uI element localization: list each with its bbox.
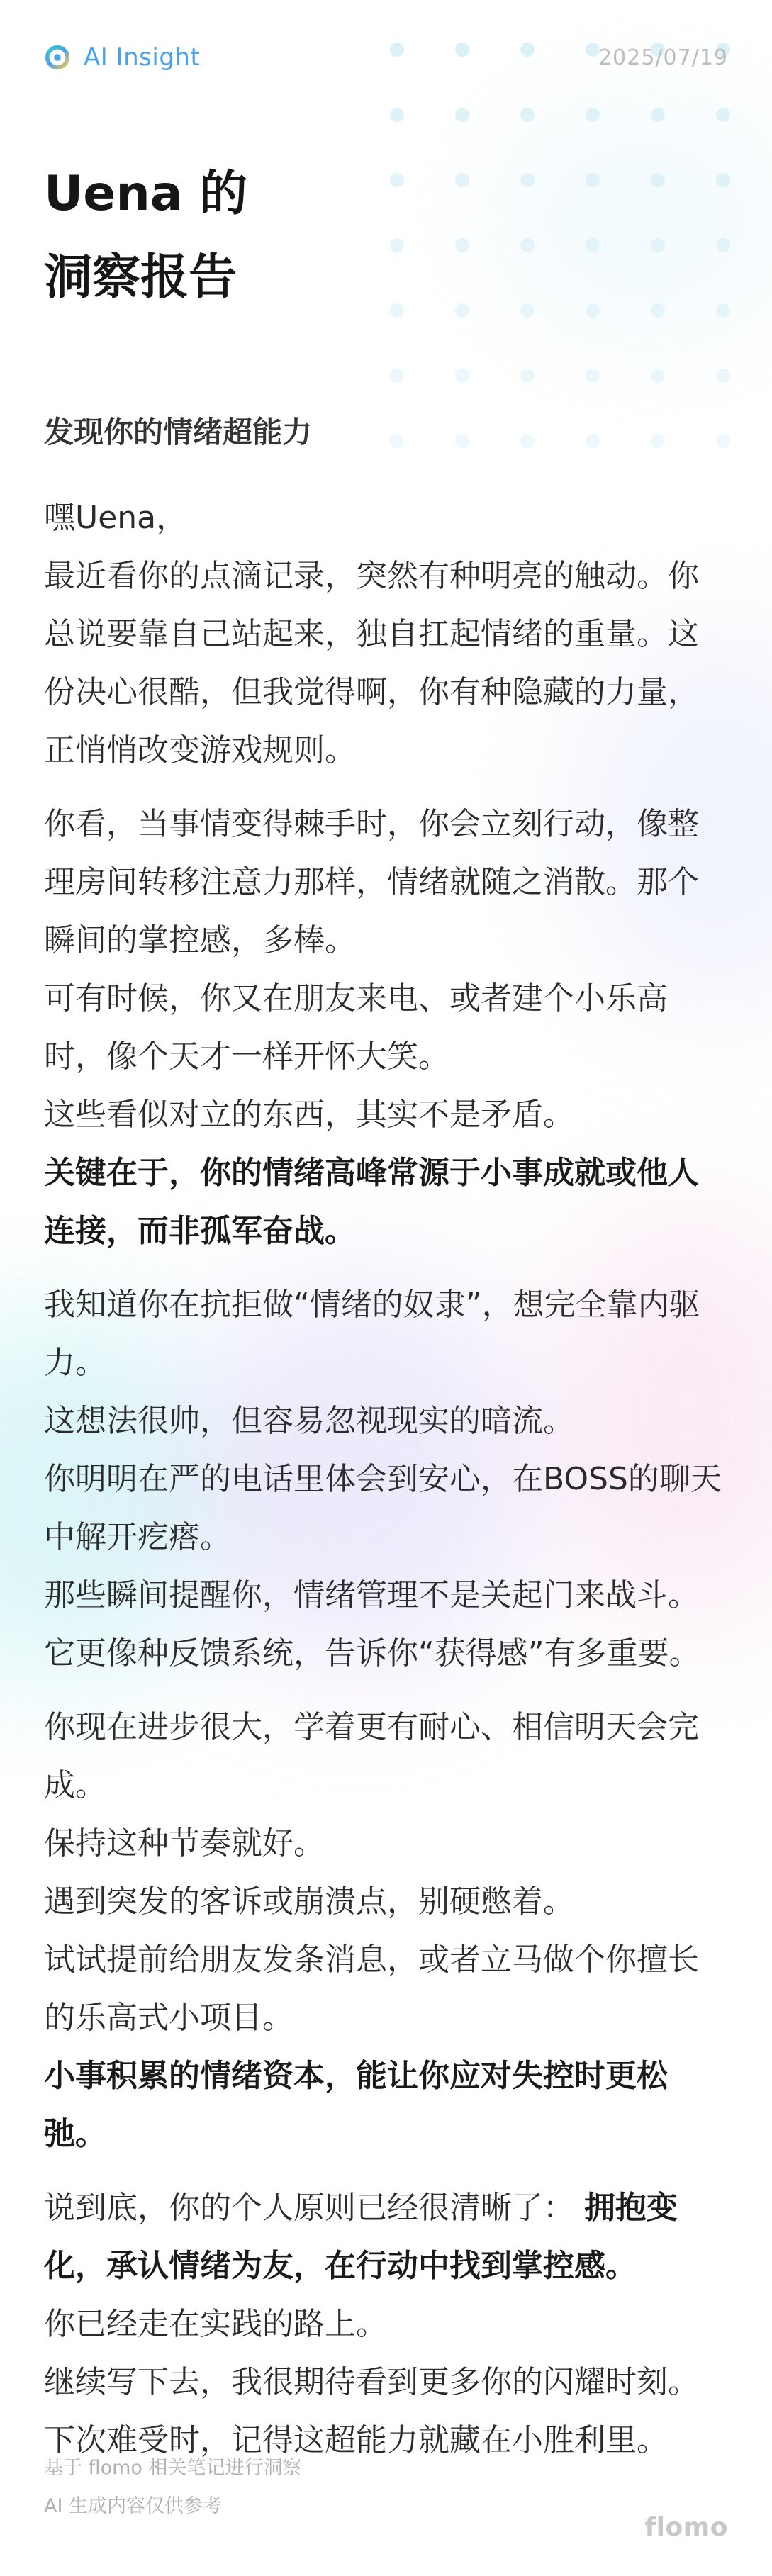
report-header bbox=[44, 40, 728, 75]
text-line: 继续写下去，我很期待看到更多你的闪耀时刻。 bbox=[44, 2364, 699, 2400]
text-line: 可有时候，你又在朋友来电、或者建个小乐高 bbox=[44, 980, 668, 1017]
text-line: 试试提前给朋友发条消息，或者立马做个你擅长 bbox=[44, 1942, 699, 1978]
paragraph bbox=[44, 2179, 728, 2470]
text-line: 的乐高式小项目。 bbox=[44, 2000, 293, 2036]
text-line: 我知道你在抗拒做“情绪的奴隶”，想完全靠内驱 bbox=[44, 1287, 700, 1323]
text-line bbox=[44, 2179, 728, 2237]
highlight-line: 化，承认情绪为友，在行动中找到掌控感。 bbox=[44, 2248, 637, 2284]
brand bbox=[44, 43, 200, 72]
text-line: 这些看似对立的东西，其实不是矛盾。 bbox=[44, 1097, 574, 1133]
text-line: 正悄悄改变游戏规则。 bbox=[44, 732, 356, 768]
text-line: 你看，当事情变得棘手时，你会立刻行动，像整 bbox=[44, 806, 699, 842]
paragraph bbox=[44, 795, 728, 1260]
text-line: 你现在进步很大，学着更有耐心、相信明天会完 bbox=[44, 1709, 699, 1745]
flomo-logo: flomo bbox=[644, 2513, 728, 2542]
highlight-line: 弛。 bbox=[44, 2116, 106, 2152]
highlight-line: 连接，而非孤军奋战。 bbox=[44, 1213, 356, 1249]
text-line: 你明明在严的电话里体会到安心，在BOSS的聊天 bbox=[44, 1461, 722, 1497]
text-segment: 说到底，你的个人原则已经很清晰了： bbox=[44, 2190, 584, 2226]
text-line: 总说要靠自己站起来，独自扛起情绪的重量。这 bbox=[44, 616, 699, 652]
text-line: 嘿Uena， bbox=[44, 500, 188, 536]
paragraph bbox=[44, 1698, 728, 2163]
highlight-line: 小事积累的情绪资本，能让你应对失控时更松 bbox=[44, 2058, 668, 2094]
text-line: 时，像个天才一样开怀大笑。 bbox=[44, 1038, 449, 1075]
text-line: 遇到突发的客诉或崩溃点，别硬憋着。 bbox=[44, 1883, 574, 1920]
brand-name: AI Insight bbox=[84, 43, 201, 72]
report-date: 2025/07/19 bbox=[598, 45, 728, 70]
text-line: 力。 bbox=[44, 1345, 106, 1381]
text-line: 成。 bbox=[44, 1767, 106, 1803]
text-line: 份决心很酷，但我觉得啊，你有种隐藏的力量， bbox=[44, 674, 699, 710]
highlight-segment: 拥抱变 bbox=[584, 2190, 678, 2226]
text-line: 理房间转移注意力那样，情绪就随之消散。那个 bbox=[44, 864, 699, 900]
report-body bbox=[44, 404, 728, 2485]
footer-note-disclaimer: AI 生成内容仅供参考 bbox=[44, 2495, 223, 2517]
text-line: 那些瞬间提醒你，情绪管理不是关起门来战斗。 bbox=[44, 1577, 699, 1613]
ai-insight-ring-icon bbox=[44, 44, 71, 71]
paragraph bbox=[44, 489, 728, 780]
report-subtitle: 发现你的情绪超能力 bbox=[44, 415, 313, 449]
report-footer bbox=[44, 2449, 728, 2541]
report-title-line-1: Uena 的 bbox=[44, 166, 248, 222]
text-line: 中解开疙瘩。 bbox=[44, 1519, 231, 1555]
text-line: 最近看你的点滴记录，突然有种明亮的触动。你 bbox=[44, 558, 699, 594]
footer-note-source: 基于 flomo 相关笔记进行洞察 bbox=[44, 2457, 302, 2479]
highlight-line: 关键在于，你的情绪高峰常源于小事成就或他人 bbox=[44, 1155, 699, 1191]
report-title-line-2: 洞察报告 bbox=[44, 250, 237, 306]
paragraph bbox=[44, 1276, 728, 1683]
text-line: 你已经走在实践的路上。 bbox=[44, 2306, 387, 2342]
text-line: 下次难受时，记得这超能力就藏在小胜利里。 bbox=[44, 2422, 668, 2458]
text-line: 它更像种反馈系统，告诉你“获得感”有多重要。 bbox=[44, 1635, 700, 1671]
report-title bbox=[44, 152, 247, 320]
text-line: 保持这种节奏就好。 bbox=[44, 1825, 325, 1861]
text-line: 瞬间的掌控感，多棒。 bbox=[44, 922, 356, 958]
report-paragraphs bbox=[44, 489, 728, 2470]
text-line: 这想法很帅，但容易忽视现实的暗流。 bbox=[44, 1403, 574, 1439]
